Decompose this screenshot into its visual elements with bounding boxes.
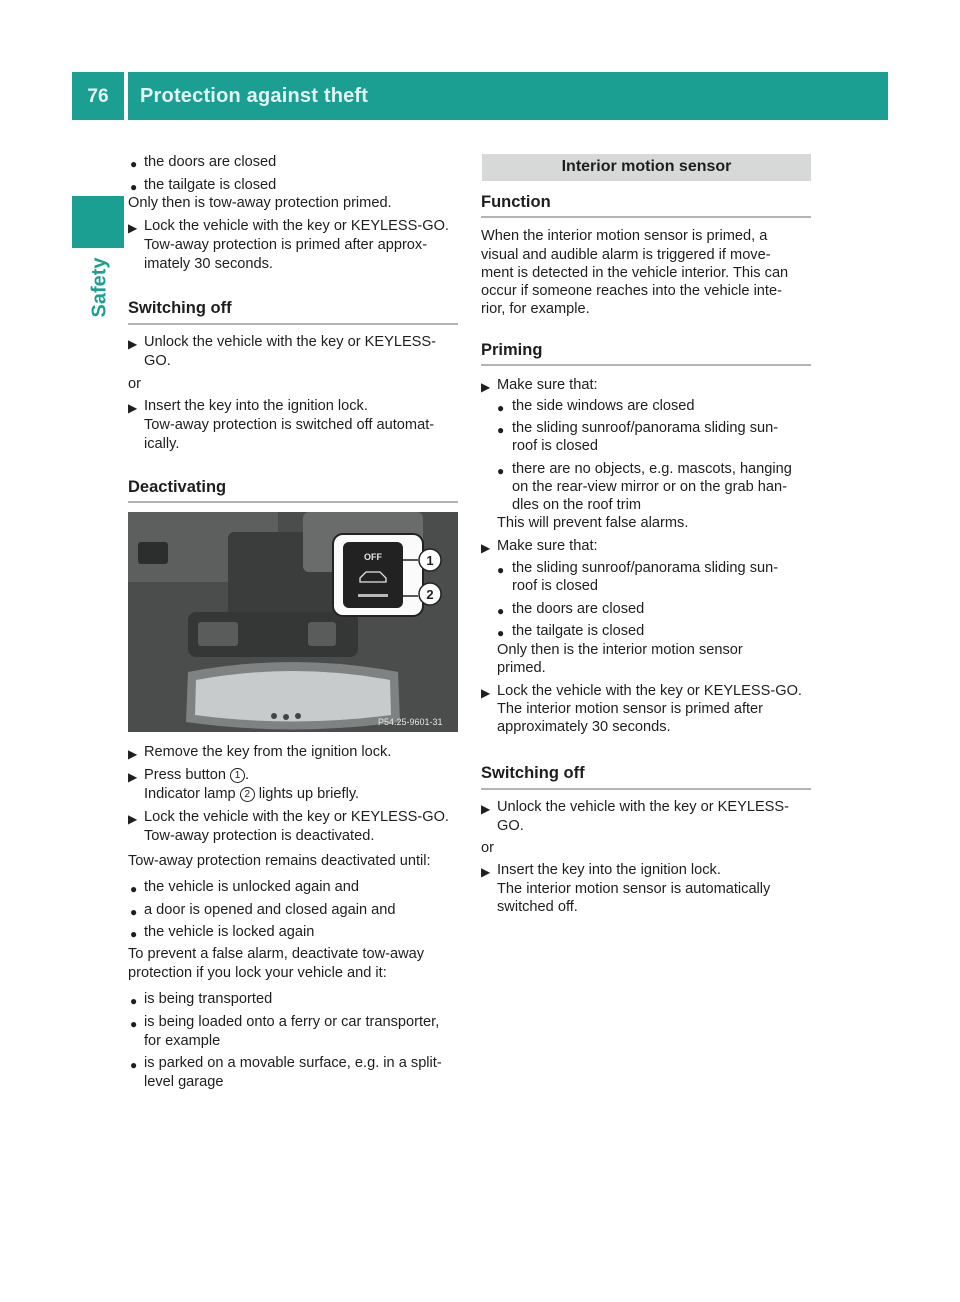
list-item: the tailgate is closed bbox=[512, 623, 645, 639]
list-item: is being transported bbox=[144, 991, 273, 1007]
arrow-icon: ▶ bbox=[128, 337, 138, 351]
paragraph: When the interior motion sensor is primed, a bbox=[481, 228, 768, 244]
step-text: The interior motion sensor is primed after bbox=[497, 701, 764, 717]
arrow-icon: ▶ bbox=[128, 812, 138, 826]
step: Insert the key into the ignition lock. bbox=[497, 862, 721, 878]
right-column bbox=[481, 0, 816, 1302]
step: Make sure that: bbox=[497, 538, 598, 554]
bullet-icon: ● bbox=[130, 994, 138, 1008]
list-item-cont: dles on the roof trim bbox=[512, 497, 641, 513]
step-text: Tow-away protection is deactivated. bbox=[144, 828, 375, 844]
heading-rule bbox=[481, 364, 811, 366]
step-text: GO. bbox=[144, 353, 171, 369]
list-item: is parked on a movable surface, e.g. in a split- bbox=[144, 1055, 442, 1071]
left-column-lower bbox=[128, 0, 463, 1302]
step-text: The interior motion sensor is automatically bbox=[497, 881, 771, 897]
bullet-icon: ● bbox=[497, 604, 505, 618]
step: Unlock the vehicle with the key or KEYLESS- bbox=[497, 799, 790, 815]
list-item-cont: roof is closed bbox=[512, 578, 598, 594]
paragraph: To prevent a false alarm, deactivate tow-away bbox=[128, 946, 425, 962]
heading-deactivating: Deactivating bbox=[128, 478, 227, 496]
arrow-icon: ▶ bbox=[481, 865, 491, 879]
figure-code: P54.25-9601-31 bbox=[378, 717, 443, 727]
arrow-icon: ▶ bbox=[481, 686, 491, 700]
list-item-cont: roof is closed bbox=[512, 438, 598, 454]
paragraph: Only then is tow-away protection primed. bbox=[128, 195, 392, 211]
step-text: Tow-away protection is primed after approx- bbox=[144, 237, 428, 253]
callout-ref-2: 2 bbox=[240, 787, 255, 802]
arrow-icon: ▶ bbox=[128, 747, 138, 761]
paragraph: Tow-away protection remains deactivated until: bbox=[128, 853, 431, 869]
arrow-icon: ▶ bbox=[481, 541, 491, 555]
paragraph: protection if you lock your vehicle and it: bbox=[128, 965, 387, 981]
heading-rule bbox=[481, 788, 811, 790]
figure-off-label: OFF bbox=[364, 552, 382, 562]
bullet-icon: ● bbox=[497, 401, 505, 415]
step bbox=[144, 766, 249, 784]
list-item-cont: level garage bbox=[144, 1074, 224, 1090]
heading-switching-off: Switching off bbox=[128, 299, 232, 317]
bullet-icon: ● bbox=[130, 927, 138, 941]
step-text: Tow-away protection is switched off automat- bbox=[144, 417, 435, 433]
step-text: Indicator lamp bbox=[144, 786, 240, 802]
paragraph: ment is detected in the vehicle interior. This can bbox=[481, 265, 789, 281]
step-text: GO. bbox=[497, 818, 524, 834]
step-text: . bbox=[245, 767, 250, 783]
callout-1: 1 bbox=[426, 553, 434, 568]
step-text: imately 30 seconds. bbox=[144, 256, 273, 272]
paragraph: occur if someone reaches into the vehicle inte- bbox=[481, 283, 782, 299]
list-item: the tailgate is closed bbox=[144, 177, 277, 193]
list-item-cont: for example bbox=[144, 1033, 221, 1049]
heading-function: Function bbox=[481, 193, 551, 211]
arrow-icon: ▶ bbox=[481, 380, 491, 394]
step: Insert the key into the ignition lock. bbox=[144, 398, 368, 414]
bullet-icon: ● bbox=[497, 464, 505, 478]
arrow-icon: ▶ bbox=[128, 770, 138, 784]
step-text: This will prevent false alarms. bbox=[497, 515, 689, 531]
step-text bbox=[144, 785, 359, 803]
callout-2: 2 bbox=[426, 587, 434, 602]
step-text: ically. bbox=[144, 436, 180, 452]
bullet-icon: ● bbox=[130, 157, 138, 171]
step: Remove the key from the ignition lock. bbox=[144, 744, 392, 760]
step-text: Press button bbox=[144, 767, 230, 783]
arrow-icon: ▶ bbox=[481, 802, 491, 816]
callout-ref-1: 1 bbox=[230, 768, 245, 783]
section-label: Safety bbox=[88, 257, 111, 318]
paragraph: visual and audible alarm is triggered if move- bbox=[481, 247, 771, 263]
paragraph: or bbox=[481, 840, 494, 856]
list-item: the vehicle is locked again bbox=[144, 924, 315, 940]
list-item: the side windows are closed bbox=[512, 398, 695, 414]
step: Lock the vehicle with the key or KEYLESS-GO. bbox=[144, 809, 449, 825]
step: Lock the vehicle with the key or KEYLESS-GO. bbox=[497, 683, 802, 699]
list-item: the sliding sunroof/panorama sliding sun- bbox=[512, 560, 779, 576]
page-number-box bbox=[72, 72, 124, 120]
step: Unlock the vehicle with the key or KEYLESS- bbox=[144, 334, 437, 350]
step-text: primed. bbox=[497, 660, 546, 676]
bullet-icon: ● bbox=[130, 882, 138, 896]
list-item: the doors are closed bbox=[144, 154, 277, 170]
bullet-icon: ● bbox=[497, 423, 505, 437]
list-item: the sliding sunroof/panorama sliding sun- bbox=[512, 420, 779, 436]
bullet-icon: ● bbox=[130, 180, 138, 194]
heading-switching-off: Switching off bbox=[481, 764, 585, 782]
heading-priming: Priming bbox=[481, 341, 543, 359]
list-item: the doors are closed bbox=[512, 601, 645, 617]
step: Lock the vehicle with the key or KEYLESS-GO. bbox=[144, 218, 449, 234]
bullet-icon: ● bbox=[130, 1058, 138, 1072]
arrow-icon: ▶ bbox=[128, 221, 138, 235]
step-text: lights up briefly. bbox=[254, 786, 360, 802]
list-item: the vehicle is unlocked again and bbox=[144, 879, 360, 895]
list-item: there are no objects, e.g. mascots, hanging bbox=[512, 461, 792, 477]
list-item: a door is opened and closed again and bbox=[144, 902, 396, 918]
arrow-icon: ▶ bbox=[128, 401, 138, 415]
paragraph: or bbox=[128, 376, 141, 392]
section-label-box bbox=[82, 252, 116, 332]
bullet-icon: ● bbox=[130, 905, 138, 919]
list-item: is being loaded onto a ferry or car transporter, bbox=[144, 1014, 440, 1030]
banner-title: Interior motion sensor bbox=[561, 158, 732, 175]
step-text: approximately 30 seconds. bbox=[497, 719, 671, 735]
bullet-icon: ● bbox=[130, 1017, 138, 1031]
list-item-cont: on the rear-view mirror or on the grab han- bbox=[512, 479, 787, 495]
section-tab bbox=[72, 196, 124, 248]
bullet-icon: ● bbox=[497, 626, 505, 640]
step: Make sure that: bbox=[497, 377, 598, 393]
step-text: switched off. bbox=[497, 899, 578, 915]
bullet-icon: ● bbox=[497, 563, 505, 577]
paragraph: rior, for example. bbox=[481, 301, 590, 317]
heading-rule bbox=[481, 216, 811, 218]
step-text: Only then is the interior motion sensor bbox=[497, 642, 743, 658]
chapter-title: Protection against theft bbox=[140, 85, 369, 107]
page-number: 76 bbox=[87, 86, 109, 107]
